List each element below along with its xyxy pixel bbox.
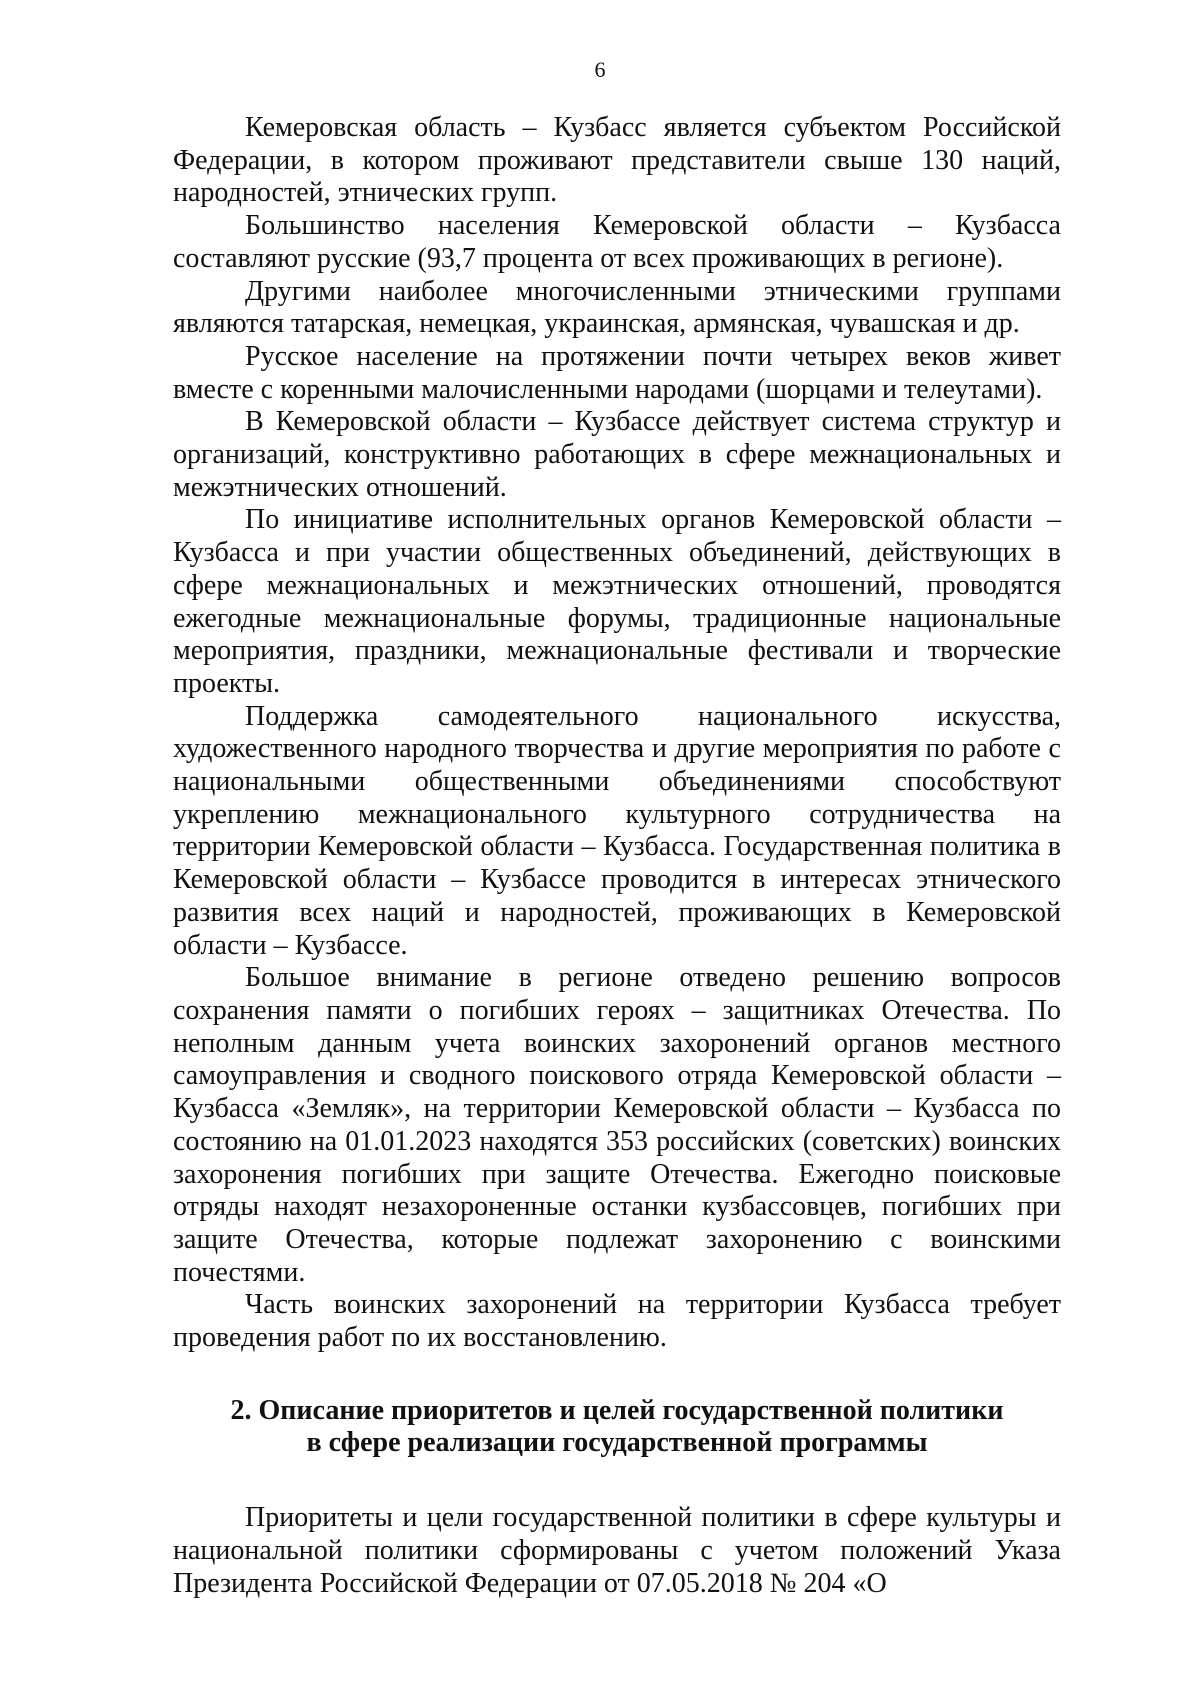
paragraph-russian-majority: Большинство населения Кемеровской области – Кузбасса составляют русские (93,7 процента от всех проживающих в регионе). [173,210,1061,274]
paragraph-ethnic-groups: Другими наиболее многочисленными этническими группами являются татарская, немецкая, украинская, армянская, чувашская и др. [173,275,1061,340]
page-number: 6 [594,57,606,82]
section-heading-line-2: в сфере реализации государственной программы [306,1427,928,1459]
paragraph-forums: По инициативе исполнительных органов Кемеровской области – Кузбасса и при участии общественных объединений, действующих в сфере межнациональных и межэтнических отношений, проводятся ежегодные межнациональные форумы, традиционные национальные мероприятия, праздники, межнациональные фестивали и творческие проекты. [173,504,1061,699]
paragraph-restoration: Часть воинских захоронений на территории Кузбасса требует проведения работ по их восстановлению. [173,1289,1061,1354]
paragraph-organizations: В Кемеровской области – Кузбассе действует система структур и организаций, конструктивно работающих в сфере межнациональных и межэтнических отношений. [173,406,1061,503]
paragraph-nations: Кемеровская область – Кузбасс является субъектом Российской Федерации, в котором проживают представители свыше 130 наций, народностей, этнических групп. [173,112,1061,209]
document-body [173,112,1061,1600]
paragraph-folk-art-support: Поддержка самодеятельного национального искусства, художественного народного творчества и другие мероприятия по работе с национальными общественными объединениями способствуют укреплению межнационального культурного сотрудничества на территории Кемеровской области – Кузбасса. Государственная политика в Кемеровской области – Кузбассе проводится в интересах этнического развития всех наций и народностей, проживающих в Кемеровской области – Кузбассе. [173,700,1061,961]
section-heading-line-1: 2. Описание приоритетов и целей государственной политики [230,1394,1004,1426]
section-heading [173,1395,1061,1460]
paragraph-war-memorials: Большое внимание в регионе отведено решению вопросов сохранения памяти о погибших героях – защитниках Отечества. По неполным данным учета воинских захоронений органов местного самоуправления и сводного поискового отряда Кемеровской области – Кузбасса «Земляк», на территории Кемеровской области – Кузбасса по состоянию на 01.01.2023 находятся 353 российских (советских) воинских захоронения погибших при защите Отечества. Ежегодно поисковые отряды находят незахороненные останки кузбассовцев, погибших при защите Отечества, которые подлежат захоронению с воинскими почестями. [173,962,1061,1288]
paragraph-indigenous-peoples: Русское население на протяжении почти четырех веков живет вместе с коренными малочисленными народами (шорцами и телеутами). [173,340,1061,405]
paragraph-priorities: Приоритеты и цели государственной политики в сфере культуры и национальной политики сформированы с учетом положений Указа Президента Российской Федерации от 07.05.2018 № 204 «О [173,1502,1061,1599]
